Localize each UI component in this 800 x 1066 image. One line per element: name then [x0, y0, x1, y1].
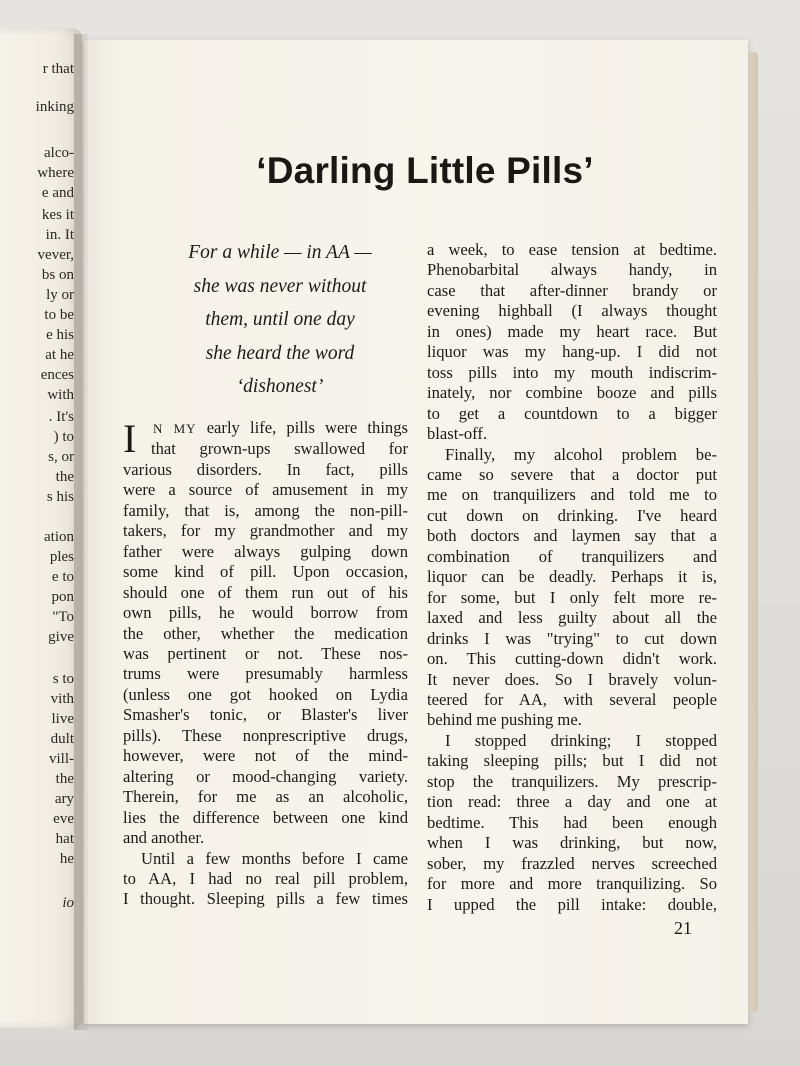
text-line: I upped the pill intake: double, [427, 894, 717, 914]
left-page-fragment: vith [50, 691, 74, 707]
left-page-fragment: io [62, 895, 74, 911]
text-line: bedtime. This had been enough [427, 812, 717, 832]
text-line: own pills, he would borrow from [123, 603, 408, 623]
text-line: lies the difference between one kind [123, 807, 408, 827]
left-page-fragment: at he [45, 347, 74, 363]
text-line: father were always gulping down [123, 541, 408, 561]
left-page-fragment: where [37, 165, 74, 181]
text-line: for more and more tranquilizing. So [427, 874, 717, 894]
left-page-fragment: ary [54, 791, 74, 807]
left-page-fragment: dult [50, 731, 74, 747]
text-line: were a source of amusement in my [123, 480, 408, 500]
left-page-fragment: ) to [53, 429, 74, 445]
text-line: both doctors and laymen say that a [427, 526, 717, 546]
left-page-fragment: in. It [45, 227, 74, 243]
book-gutter-shadow [74, 34, 88, 1030]
left-page-fragment: . It's [48, 409, 74, 425]
text-line: liquor was my hang-up. I did not [427, 342, 717, 362]
text-line: behind me pushing me. [427, 710, 582, 730]
subtitle-line: she was never without [193, 275, 367, 297]
text-line: trums were presumably harmless [123, 664, 408, 684]
text-line: me on tranquilizers and told me to [427, 485, 717, 505]
left-page-fragment: e his [46, 327, 74, 343]
article-subtitle [140, 236, 420, 404]
text-line: stop the tranquilizers. My prescrip- [427, 771, 717, 791]
left-page-fragment: ples [49, 549, 74, 565]
left-page-fragment: to be [44, 307, 74, 323]
subtitle-line: For a while — in AA — [188, 242, 372, 263]
page-number: 21 [674, 918, 692, 938]
text-line: should one of them run out of his [123, 582, 408, 602]
left-page-fragment: eve [53, 811, 74, 827]
text-line: however, were not of the mind- [123, 746, 408, 766]
text-line: tion read: three a day and one at [427, 792, 717, 812]
left-page-fragment: s his [46, 489, 74, 505]
text-line: I thought. Sleeping pills a few times [123, 889, 408, 909]
text-line: for some, but I only felt more re- [427, 587, 717, 607]
left-page-fragment: alco- [44, 145, 74, 161]
left-page-fragment: ly or [46, 287, 74, 303]
text-line: pills). These nonprescriptive drugs, [123, 725, 408, 745]
subtitle-line: them, until one day [205, 309, 355, 330]
text-line: Finally, my alcohol problem be- [445, 444, 717, 464]
text-line [123, 418, 408, 439]
text-line: case that after-dinner brandy or [427, 280, 717, 300]
text-line: laxed and less guilty about all the [427, 608, 717, 628]
left-page-fragment: live [51, 711, 74, 727]
left-page-fragment: the [55, 771, 74, 787]
text-line: some kind of pill. Upon occasion, [123, 562, 408, 582]
drop-cap: I [123, 416, 137, 461]
left-page-fragment: s, or [48, 449, 74, 465]
text-line: inately, nor combine booze and pills [427, 383, 717, 403]
left-page-fragment: hat [55, 831, 74, 847]
left-page-fragment: pon [51, 589, 74, 605]
left-page-fragment: kes it [41, 207, 74, 223]
text-line: various disorders. In fact, pills [123, 459, 408, 479]
text-line: cut down on drinking. I've heard [427, 505, 717, 525]
left-page-fragment: give [48, 629, 74, 645]
left-page-fragment: vever, [37, 247, 74, 263]
text-line: that grown-ups swallowed for [151, 439, 408, 459]
text-line: on. This cutting-down didn't work. [427, 649, 717, 669]
text-line: the other, whether the medication [123, 623, 408, 643]
subtitle-line: ‘dishonest’ [236, 376, 324, 397]
opening-text: early life, pills were things [206, 418, 408, 437]
left-page-fragment: e to [51, 569, 74, 585]
text-line: teered for AA, with several people [427, 689, 717, 709]
text-line: a week, to ease tension at bedtime. [427, 240, 717, 259]
text-line: combination of tranquilizers and [427, 546, 717, 566]
left-page-fragment: vill- [49, 751, 74, 767]
text-line: to get a countdown to a bigger [427, 403, 717, 423]
left-page-fragment: ences [40, 367, 74, 383]
text-line: when I was drinking, but now, [427, 833, 717, 853]
left-page-fragment: inking [35, 99, 74, 115]
text-line: toss pills into my mouth indiscrim- [427, 362, 717, 382]
text-line: to AA, I had no real pill problem, [123, 868, 408, 888]
left-page [0, 28, 82, 1028]
text-line: sober, my frazzled nerves screeched [427, 853, 717, 873]
text-line: family, that is, among the non-pill- [123, 500, 408, 520]
text-line: evening highball (I always thought [427, 301, 717, 321]
left-page-fragment: the [55, 469, 74, 485]
left-page-fragment: with [47, 387, 74, 403]
text-line: takers, for my grandmother and my [123, 521, 408, 541]
left-page-fragment: bs on [41, 267, 74, 283]
text-line: blast-off. [427, 424, 488, 444]
text-line: (unless one got hooked on Lydia [123, 684, 408, 704]
body-column-right [427, 240, 717, 915]
subtitle-line: she heard the word [205, 342, 355, 364]
body-column-left [123, 418, 408, 910]
text-line: drinks I was "trying" to cut down [427, 628, 717, 648]
article-title: ‘Darling Little Pills’ [256, 150, 594, 191]
text-line: came so severe that a doctor put [427, 464, 717, 484]
text-line: It never does. So I bravely volun- [427, 669, 717, 689]
text-line: liquor can be deadly. Perhaps it is, [427, 567, 717, 587]
text-line: Smasher's tonic, or Blaster's liver [123, 705, 408, 725]
text-line: and another. [123, 828, 205, 848]
text-line: Until a few months before I came [141, 848, 408, 868]
left-page-fragment: "To [52, 609, 74, 625]
left-page-fragment: ation [44, 529, 74, 545]
text-line: was pertinent or not. These nos- [123, 643, 408, 663]
text-line: altering or mood-changing variety. [123, 766, 408, 786]
small-caps-opening: N MY [153, 421, 197, 436]
left-page-fragment: e and [41, 185, 74, 201]
left-page-fragment: he [59, 851, 74, 867]
text-line: taking sleeping pills; but I did not [427, 751, 717, 771]
text-line: in ones) made my heart race. But [427, 321, 717, 341]
left-page-fragment: s to [52, 671, 74, 687]
text-line: Phenobarbital always handy, in [427, 260, 717, 280]
text-line: I stopped drinking; I stopped [445, 730, 717, 750]
text-line: Therein, for me as an alcoholic, [123, 787, 408, 807]
left-page-fragment: r that [42, 61, 74, 77]
